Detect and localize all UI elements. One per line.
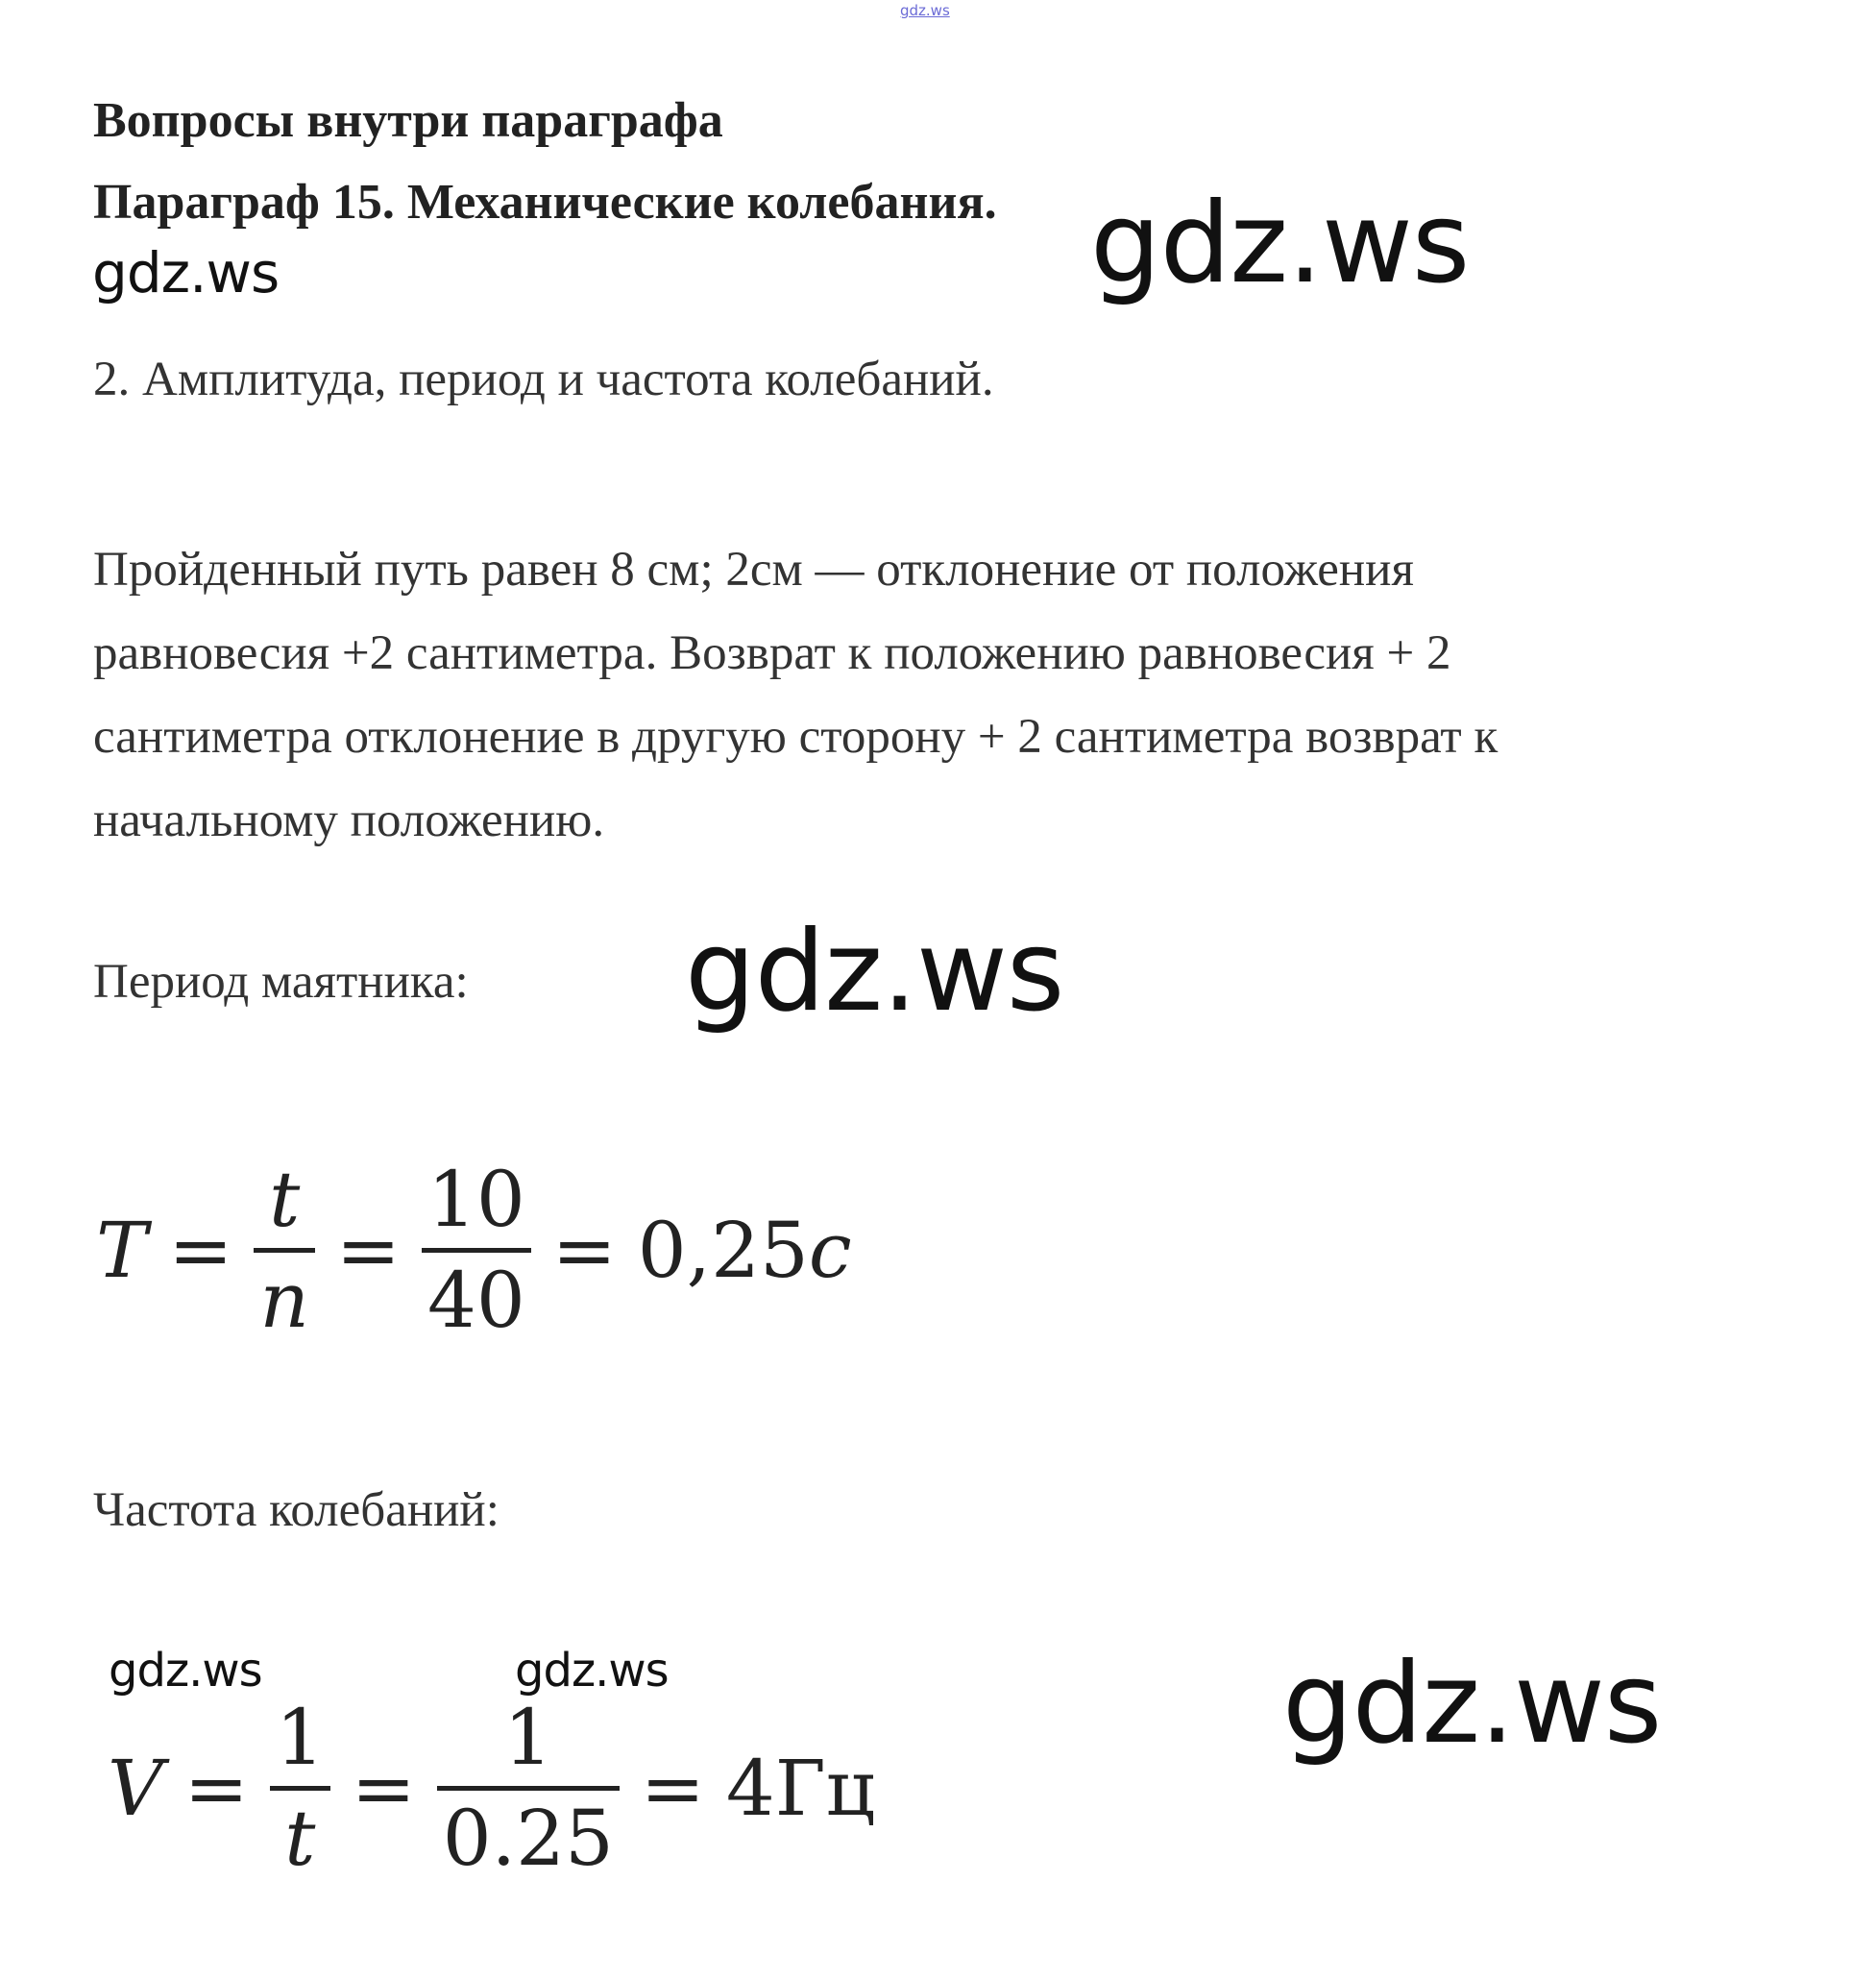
equals-sign: =: [168, 1206, 233, 1295]
answer-paragraph: [93, 528, 1726, 863]
paragraph-line: сантиметра отклонение в другую сторону + 2 сантиметра возврат к: [93, 710, 1498, 764]
formula-symbol: V: [108, 1744, 163, 1833]
fraction: [254, 1155, 315, 1345]
equals-sign: =: [183, 1744, 249, 1833]
watermark: gdz.ws: [109, 1644, 262, 1698]
page-heading: Вопросы внутри параграфа: [93, 93, 723, 148]
formula-result: 4Гц: [725, 1744, 876, 1833]
formula-symbol: T: [96, 1206, 148, 1295]
equals-sign: =: [351, 1744, 416, 1833]
fraction-denominator: n: [259, 1256, 309, 1345]
watermark: gdz.ws: [685, 907, 1064, 1037]
fraction: [422, 1155, 531, 1345]
paragraph-heading: Параграф 15. Механические колебания.: [93, 175, 997, 230]
section-title: 2. Амплитуда, период и частота колебаний.: [93, 353, 994, 406]
fraction-numerator: 1: [503, 1693, 553, 1782]
paragraph-line: начальному положению.: [93, 794, 605, 847]
paragraph-line: Пройденный путь равен 8 см; 2см — отклонение от положения: [93, 543, 1414, 597]
fraction: [270, 1693, 330, 1883]
fraction-numerator: t: [269, 1155, 301, 1244]
fraction-denominator: t: [284, 1794, 316, 1883]
frequency-formula: [108, 1693, 876, 1883]
fraction-bar: [422, 1248, 531, 1253]
fraction-bar: [270, 1786, 330, 1791]
equals-sign: =: [551, 1206, 617, 1295]
fraction-bar: [437, 1786, 620, 1791]
fraction: [437, 1693, 620, 1883]
top-watermark-link[interactable]: gdz.ws: [900, 2, 950, 19]
fraction-numerator: 1: [275, 1693, 325, 1782]
watermark: gdz.ws: [92, 240, 280, 305]
watermark: gdz.ws: [515, 1644, 669, 1698]
fraction-bar: [254, 1248, 315, 1253]
equals-sign: =: [640, 1744, 705, 1833]
frequency-label: Частота колебаний:: [93, 1483, 499, 1537]
period-label: Период маятника:: [93, 955, 469, 1009]
fraction-denominator: 0.25: [442, 1794, 614, 1883]
watermark: gdz.ws: [1282, 1639, 1662, 1769]
paragraph-line: равновесия +2 сантиметра. Возврат к положению равновесия + 2: [93, 626, 1451, 680]
fraction-numerator: 10: [426, 1155, 525, 1244]
formula-result: 0,25: [637, 1206, 809, 1295]
formula-unit: c: [808, 1206, 852, 1295]
watermark: gdz.ws: [1090, 179, 1470, 308]
fraction-denominator: 40: [426, 1256, 525, 1345]
equals-sign: =: [335, 1206, 401, 1295]
period-formula: [96, 1155, 852, 1345]
